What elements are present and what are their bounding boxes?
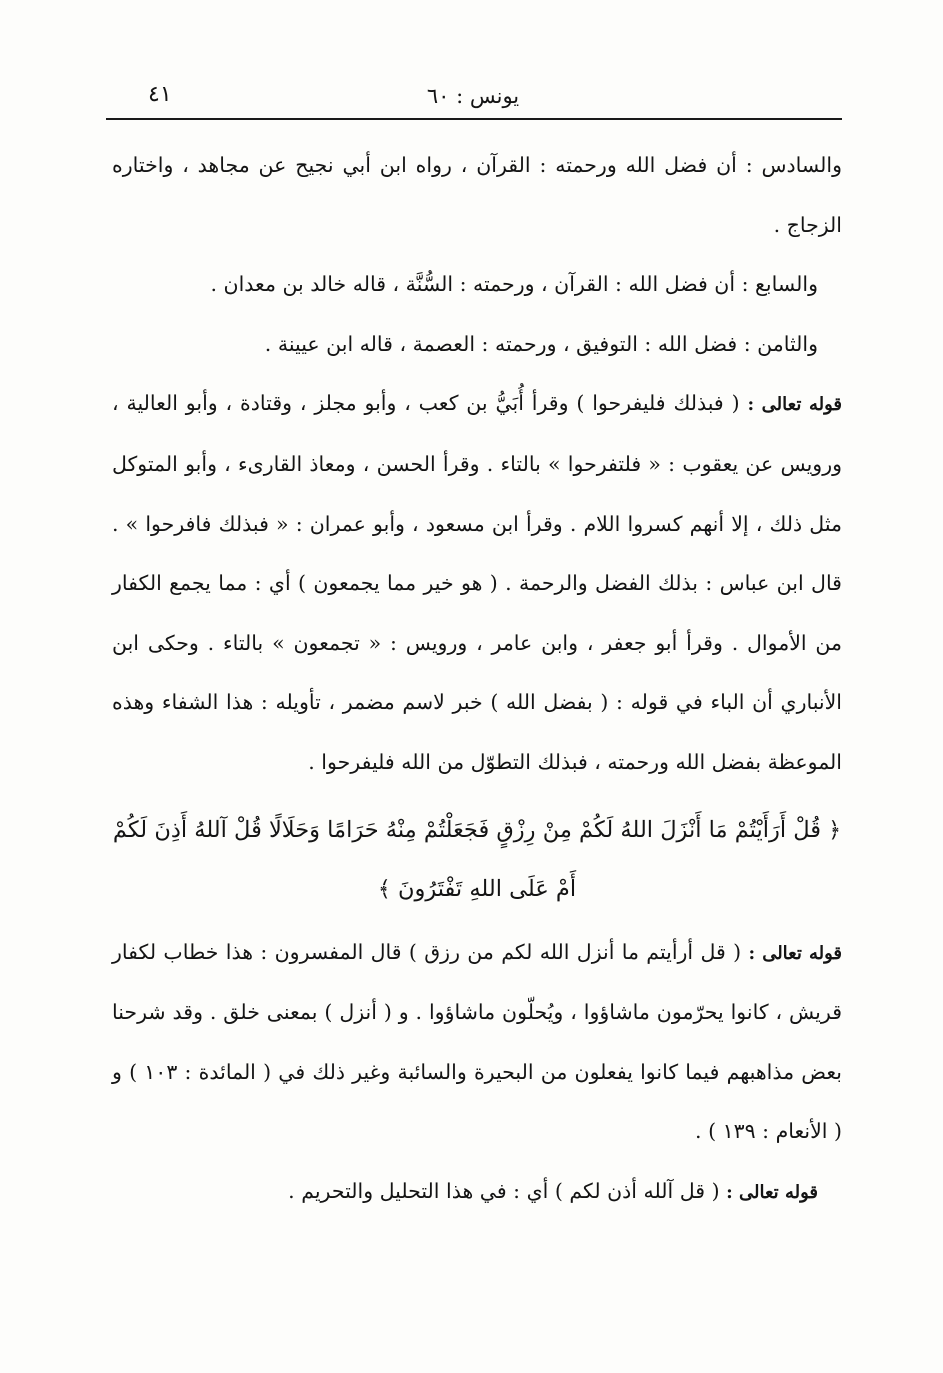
paragraph-commentary-permission <box>112 1162 842 1223</box>
verse-open-bracket: ﴿ <box>828 817 842 843</box>
commentary-label: قوله تعالى : <box>747 394 842 416</box>
paragraph-commentary-provision <box>112 923 842 1162</box>
running-head-surah-reference: يونس : ٦٠ <box>426 84 520 108</box>
page-body <box>112 136 842 1223</box>
commentary-text: ( قل أرأيتم ما أنزل الله لكم من رزق ) قال المفسرون : هذا خطاب لكفار قريش ، كانوا يحرّمون ماشاؤوا ، ويُحلّون ماشاؤوا . و ( أنزل ) بمعنى خلق . وقد شرحنا بعض مذاهبهم فيما كانوا يفعلون من البحيرة والسائبة وغير ذلك في ( المائدة : ١٠٣ ) و ( الأنعام : ١٣٩ ) . <box>112 939 842 1144</box>
quran-verse <box>112 801 842 919</box>
paragraph-eighth-opinion: والثامن : فضل الله : التوفيق ، ورحمته : العصمة ، قاله ابن عيينة . <box>264 331 818 356</box>
verse-close-bracket: ﴾ <box>377 876 391 902</box>
paragraph-seventh-opinion: والسابع : أن فضل الله : القرآن ، ورحمته : السُّنَّة ، قاله خالد بن معدان . <box>210 272 818 297</box>
commentary-label: قوله تعالى : <box>726 1181 818 1203</box>
paragraph-sixth-opinion: والسادس : أن فضل الله ورحمته : القرآن ، رواه ابن أبي نجيح عن مجاهد ، واختاره الزجاج . <box>112 153 842 237</box>
paragraph-commentary-rejoice <box>112 374 842 792</box>
page-number: ٤١ <box>148 82 172 107</box>
header-rule <box>106 118 842 120</box>
commentary-label: قوله تعالى : <box>748 942 842 964</box>
commentary-text: ( فبذلك فليفرحوا ) وقرأ أُبَيُّ بن كعب ، وأبو مجلز ، وقتادة ، وأبو العالية ، ورويس عن يعقوب : « فلتفرحوا » بالتاء . وقرأ الحسن ، ومعاذ القارىء ، وأبو المتوكل مثل ذلك ، إلا أنهم كسروا اللام . وقرأ ابن مسعود ، وأبو عمران : « فبذلك فافرحوا » . قال ابن عباس : بذلك الفضل والرحمة . ( هو خير مما يجمعون ) أي : مما يجمع الكفار من الأموال . وقرأ أبو جعفر ، وابن عامر ، ورويس : « تجمعون » بالتاء . وحكى ابن الأنباري أن الباء في قوله : ( بفضل الله ) خبر لاسم مضمر ، تأويله : هذا الشفاء وهذه الموعظة بفضل الله ورحمته ، فبذلك التطوّل من الله فليفرحوا . <box>112 391 842 774</box>
verse-text: قُلْ أَرَأَيْتُمْ مَا أَنْزَلَ اللهُ لَكُمْ مِنْ رِزْقٍ فَجَعَلْتُمْ مِنْهُ حَرَامًا وَحَلَالًا قُلْ آللهُ أَذِنَ لَكُمْ أَمْ عَلَى اللهِ تَفْتَرُونَ <box>112 816 822 902</box>
page-header <box>108 78 838 116</box>
commentary-text: ( قل آلله أذن لكم ) أي : في هذا التحليل والتحريم . <box>288 1178 720 1203</box>
